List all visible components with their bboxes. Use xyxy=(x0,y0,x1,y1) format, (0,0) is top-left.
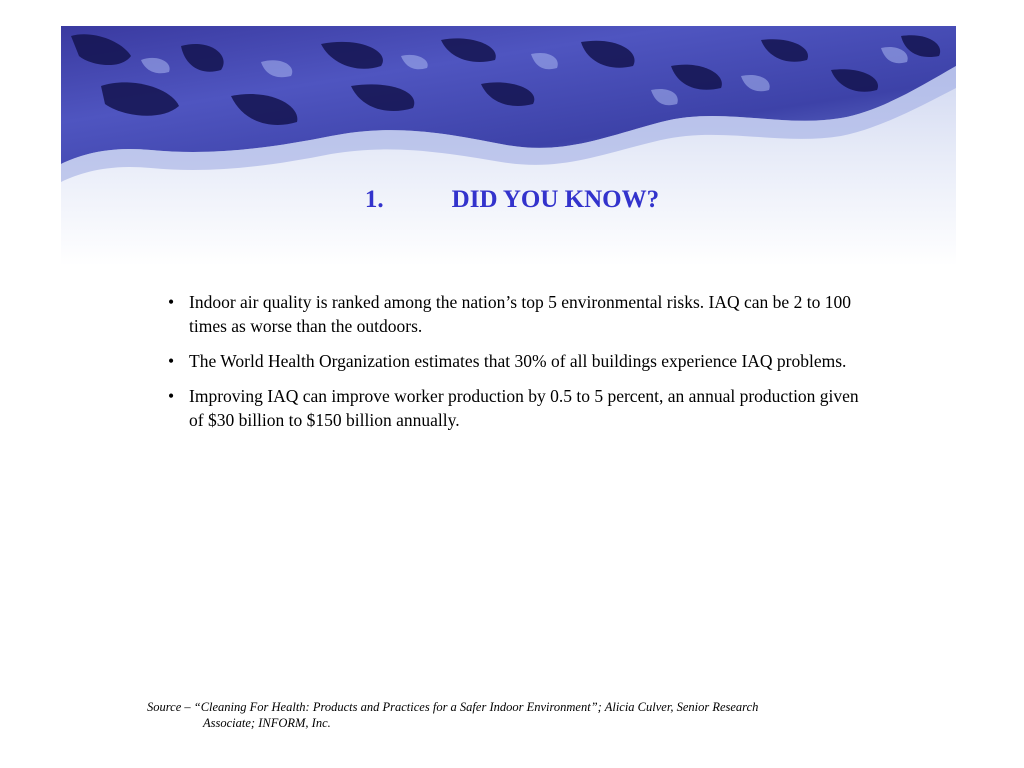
water-banner-image xyxy=(61,26,956,266)
bullet-text: The World Health Organization estimates that 30% of all buildings experience IAQ problems. xyxy=(189,351,847,371)
bullet-text: Improving IAQ can improve worker production by 0.5 to 5 percent, an annual production given of $30 billion to $150 billion annually. xyxy=(189,386,859,430)
bullet-icon: • xyxy=(168,292,175,312)
title-number: 1. xyxy=(364,186,384,213)
bullet-item xyxy=(168,290,868,338)
source-citation xyxy=(147,699,867,731)
source-line-2: Associate; INFORM, Inc. xyxy=(203,716,331,730)
bullet-list xyxy=(168,290,868,443)
bullet-icon: • xyxy=(168,351,175,371)
bullet-item xyxy=(168,384,868,432)
slide-title xyxy=(0,186,1024,214)
bullet-text: Indoor air quality is ranked among the nation’s top 5 environmental risks. IAQ can be 2 to 100 times as worse than the outdoors. xyxy=(189,292,851,336)
source-line-1: Source – “Cleaning For Health: Products and Practices for a Safer Indoor Environment”; Alicia Culver, Senior Research xyxy=(147,700,759,714)
bullet-item xyxy=(168,349,868,373)
bullet-icon: • xyxy=(168,386,175,406)
title-text: DID YOU KNOW? xyxy=(451,186,660,213)
